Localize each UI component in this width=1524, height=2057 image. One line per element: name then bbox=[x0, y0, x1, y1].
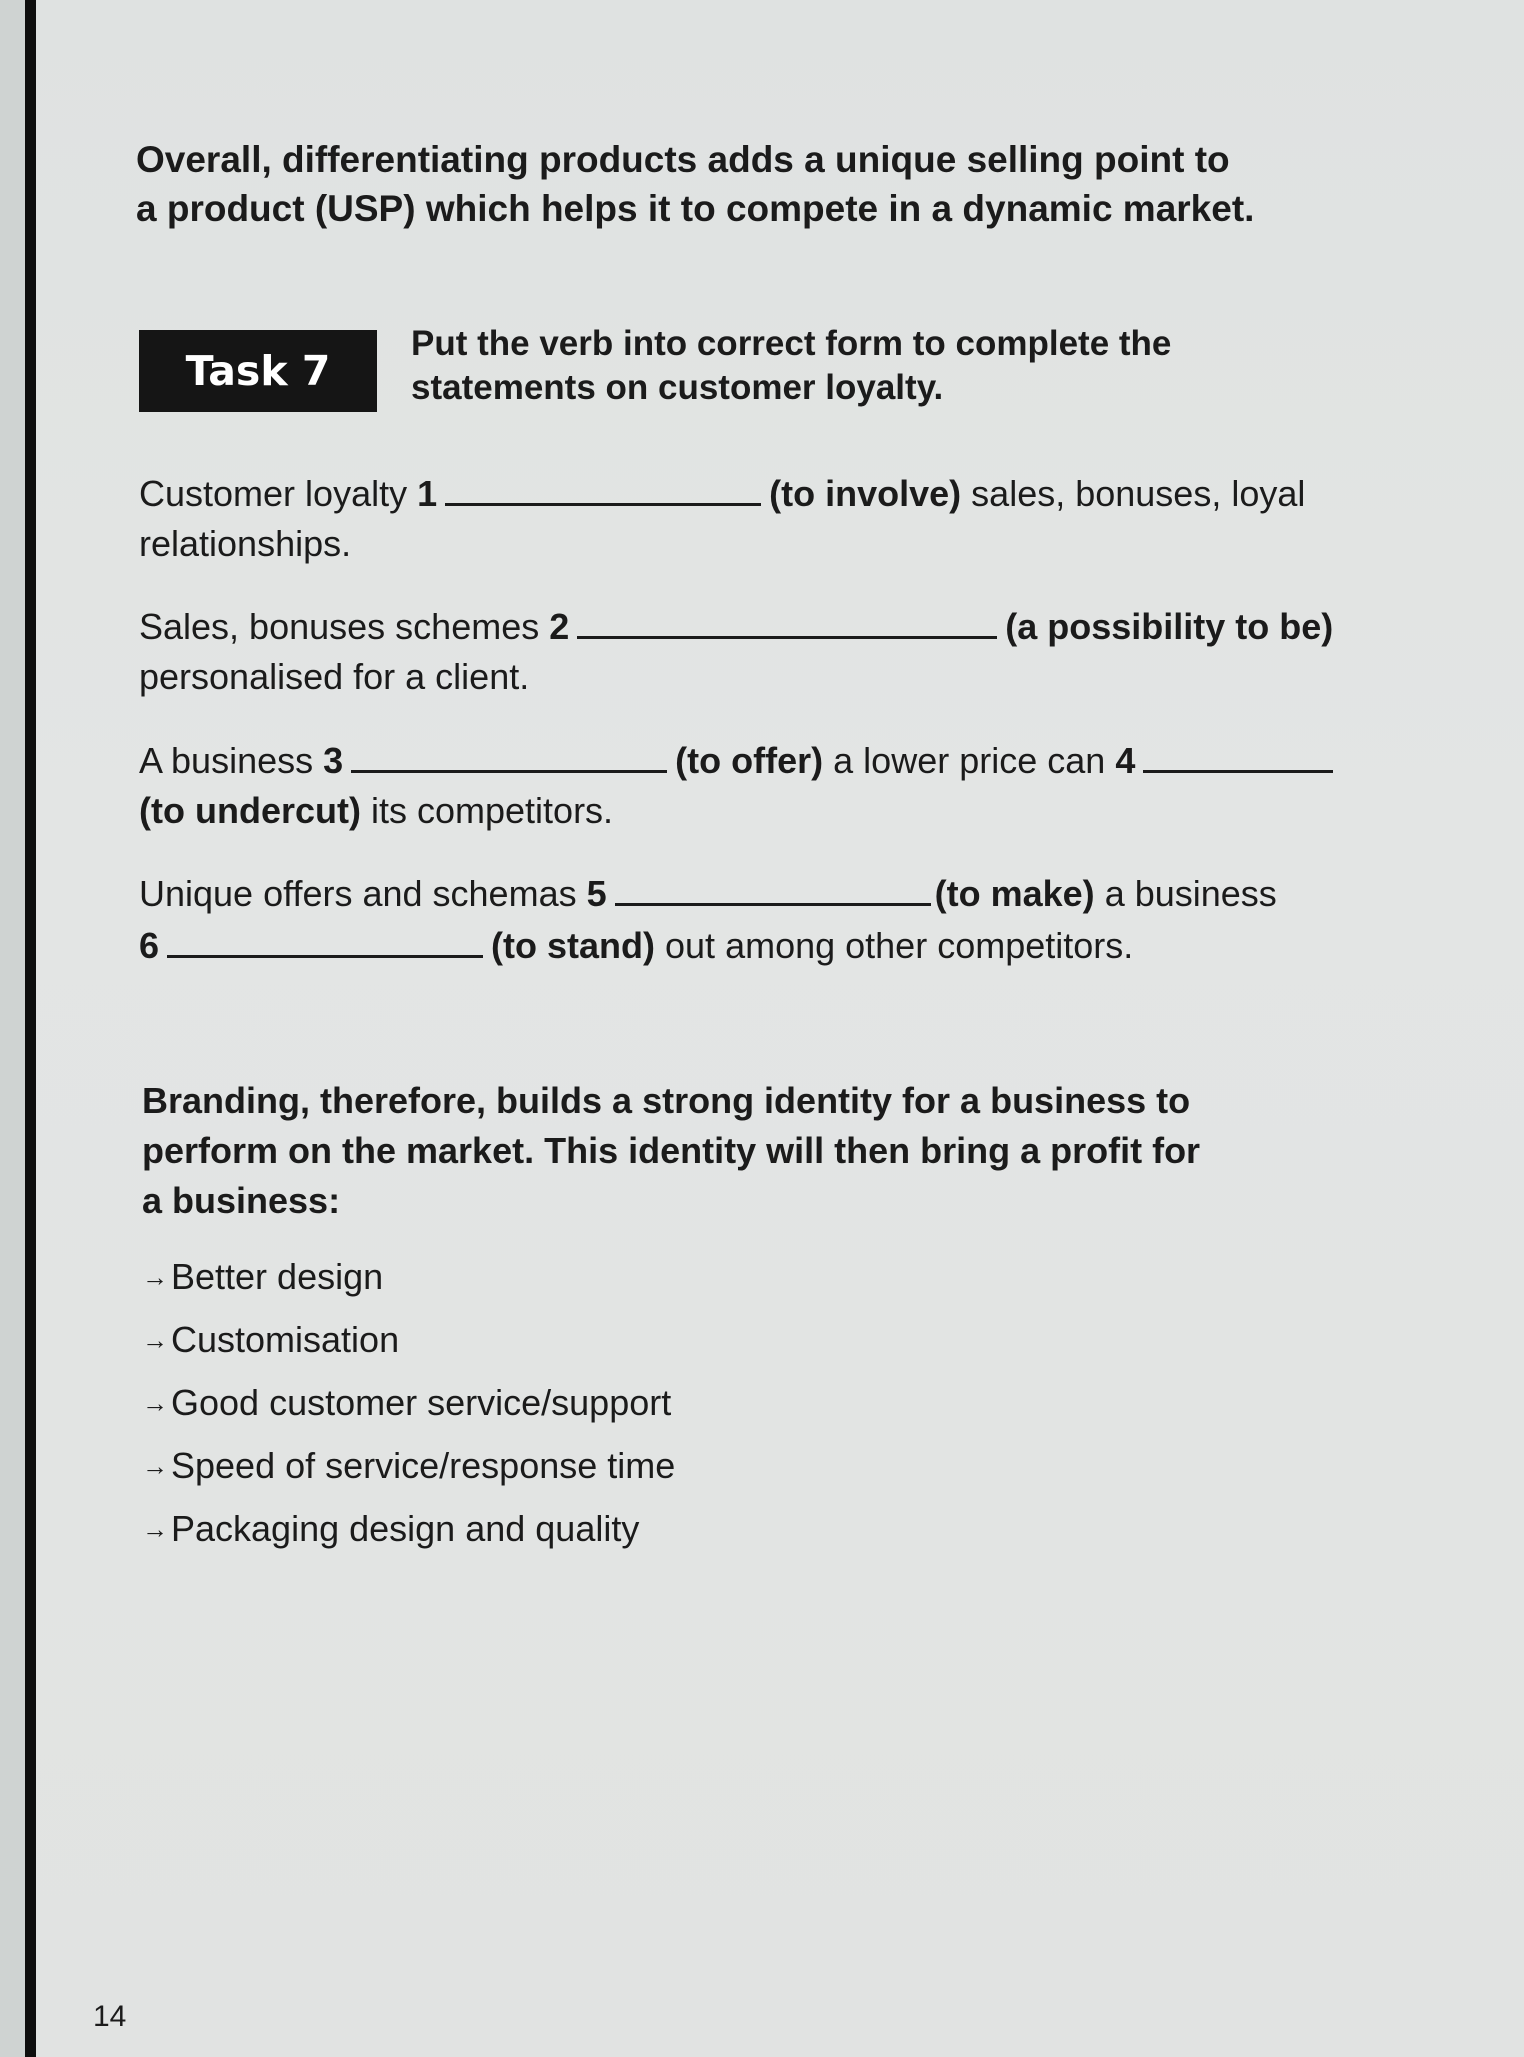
statement-1-lead: Customer loyalty bbox=[139, 473, 408, 514]
intro-line-1: Overall, differentiating products adds a unique selling point to bbox=[136, 139, 1230, 180]
verb-hint-1: (to involve) bbox=[769, 473, 962, 514]
arrow-right-icon: → bbox=[142, 1325, 168, 1355]
statement-4-rest: a business bbox=[1104, 873, 1277, 914]
intro-line-2: a product (USP) which helps it to compete in a dynamic market. bbox=[136, 188, 1255, 229]
benefits-list bbox=[142, 1252, 675, 1567]
statement-3-lead: A business bbox=[139, 740, 314, 781]
blank-number-6: 6 bbox=[139, 925, 160, 966]
list-item bbox=[142, 1378, 675, 1441]
arrow-right-icon: → bbox=[142, 1262, 168, 1292]
blank-number-2: 2 bbox=[549, 606, 570, 647]
list-item-text: Customisation bbox=[171, 1319, 400, 1360]
answer-blank-6[interactable] bbox=[167, 919, 483, 958]
statement-3 bbox=[139, 734, 1439, 836]
statement-1-line-2: relationships. bbox=[139, 523, 352, 564]
statement-2 bbox=[139, 600, 1439, 702]
list-item-text: Better design bbox=[171, 1256, 384, 1297]
summary-line-3: a business: bbox=[142, 1180, 341, 1221]
answer-blank-2[interactable] bbox=[577, 600, 997, 639]
answer-blank-1[interactable] bbox=[445, 467, 761, 506]
statement-4-rest-2: out among other competitors. bbox=[665, 925, 1134, 966]
page-edge bbox=[0, 0, 25, 2057]
answer-blank-3[interactable] bbox=[351, 734, 667, 773]
book-binding bbox=[25, 0, 36, 2057]
intro-paragraph bbox=[136, 135, 1336, 233]
list-item bbox=[142, 1441, 675, 1504]
statement-4-lead: Unique offers and schemas bbox=[139, 873, 577, 914]
verb-hint-2: (a possibility to be) bbox=[1005, 606, 1334, 647]
task-instruction-line-2: statements on customer loyalty. bbox=[411, 368, 944, 407]
answer-blank-4[interactable] bbox=[1143, 734, 1333, 773]
answer-blank-5[interactable] bbox=[615, 867, 931, 906]
list-item bbox=[142, 1252, 675, 1315]
summary-line-2: perform on the market. This identity will then bring a profit for bbox=[142, 1130, 1201, 1171]
workbook-page bbox=[36, 0, 1524, 2057]
list-item-text: Good customer service/support bbox=[171, 1382, 672, 1423]
list-item-text: Speed of service/response time bbox=[171, 1445, 676, 1486]
arrow-right-icon: → bbox=[142, 1388, 168, 1418]
list-item bbox=[142, 1504, 675, 1567]
summary-line-1: Branding, therefore, builds a strong identity for a business to bbox=[142, 1080, 1191, 1121]
verb-hint-6: (to stand) bbox=[491, 925, 655, 966]
statement-2-line-2: personalised for a client. bbox=[139, 656, 530, 697]
task-instruction-line-1: Put the verb into correct form to complete the bbox=[411, 324, 1172, 363]
verb-hint-3: (to offer) bbox=[675, 740, 824, 781]
verb-hint-5: (to make) bbox=[934, 873, 1095, 914]
task-badge: Task 7 bbox=[139, 330, 377, 412]
statement-2-lead: Sales, bonuses schemes bbox=[139, 606, 540, 647]
blank-number-1: 1 bbox=[417, 473, 438, 514]
statement-3-rest: its competitors. bbox=[370, 790, 614, 831]
blank-number-5: 5 bbox=[586, 873, 607, 914]
statement-4 bbox=[139, 867, 1439, 971]
statement-3-mid: a lower price can bbox=[833, 740, 1106, 781]
statement-1 bbox=[139, 467, 1439, 569]
list-item-text: Packaging design and quality bbox=[171, 1508, 640, 1549]
statement-1-rest: sales, bonuses, loyal bbox=[971, 473, 1306, 514]
arrow-right-icon: → bbox=[142, 1451, 168, 1481]
summary-paragraph bbox=[142, 1076, 1342, 1226]
task-instruction bbox=[411, 322, 1261, 410]
list-item bbox=[142, 1315, 675, 1378]
arrow-right-icon: → bbox=[142, 1514, 168, 1544]
blank-number-3: 3 bbox=[323, 740, 344, 781]
verb-hint-4: (to undercut) bbox=[139, 790, 361, 831]
page-number: 14 bbox=[93, 2000, 127, 2033]
blank-number-4: 4 bbox=[1115, 740, 1136, 781]
